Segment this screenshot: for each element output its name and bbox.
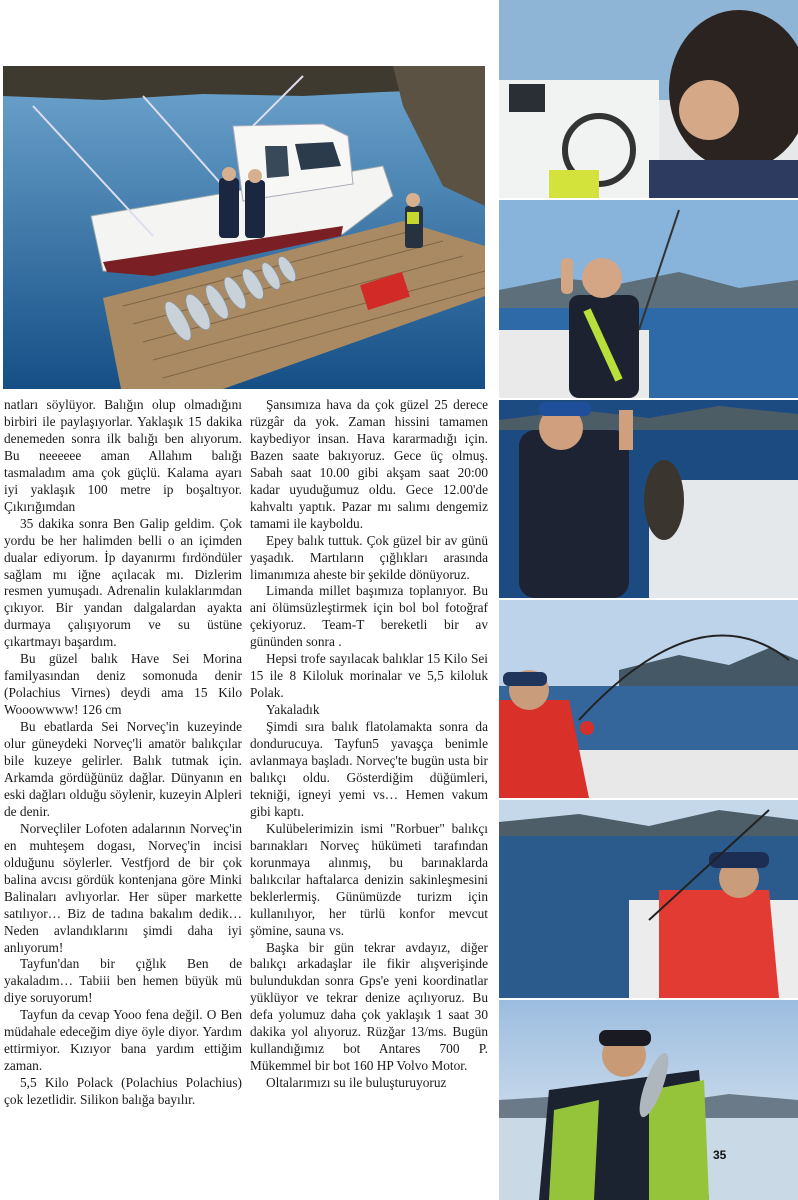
- photo-child-red-jacket: [499, 800, 798, 998]
- paragraph: Tayfun'dan bir çığlık Ben de yakaladım… Tabiii ben hemen büyük mü diye soruyorum!: [4, 956, 242, 1006]
- page-number: 35: [713, 1148, 727, 1162]
- paragraph: natları söylüyor. Balığın olup olmadığını birbiri ile paylaşıyorlar. Yaklaşık 15 dakika denemeden sonra ilk balığı ben alıyorum. Bu neeeeee aman Allahım balığı tasmaladım ama çok güçlü. Kalama ayarı iyi yaklaşık 100 metre ip boşaltıyor. Çıkırığımdan: [4, 397, 242, 514]
- paragraph: Bu güzel balık Have Sei Morina familyasından deniz somonuda denir (Polachius Virnes) deydi ama 15 Kilo Wooowwww! 126 cm: [4, 651, 242, 718]
- paragraph: Şimdi sıra balık flatolamakta sonra da dondurucuya. Tayfun5 yavaşça benimle avlanmaya başladı. Norveç'te bugün usta bir balıkçı oldu. Gösterdiğim düğümleri, tekniği, igneyi yemi vs… Hemen vakum gibi kaptı.: [250, 719, 488, 819]
- paragraph: Hepsi trofe sayılacak balıklar 15 Kilo Sei 15 ile 8 Kiloluk morinalar ve 5,5 kiloluk Polak.: [250, 651, 488, 701]
- photo-man-fish-sunset: [499, 1000, 798, 1200]
- photo-boy-at-helm: [499, 0, 798, 198]
- paragraph: Kulübelerimizin ismi "Rorbuer" balıkçı barınakları Norveç hükümeti tarafından korunmaya alınmış, bu barınaklarda balıkcılar haftalarca denizin sakinleşmesini beklerlermiş. Günümüzde turizm için kullanılıyor, her türlü konfor mevcut şömine, sauna vs.: [250, 820, 488, 938]
- paragraph: Şansımıza hava da çok güzel 25 derece rüzgâr da yok. Zaman hissini tamamen kaybediyor insan. Hava kararmadığı için. Bazen saate bakıyoruz. Gece üç olmuş. Sabah saat 10.00 gibi akşam saat 20:00 kadar uyuduğumuz oldu. Gece 12.00'de kahvaltı yaptık. Pazar mı salımı dengemiz tamami ile kayboldu.: [250, 397, 488, 531]
- article-column-left: [4, 397, 242, 1109]
- photo-man-holding-fish: [499, 400, 798, 598]
- article-column-middle: [250, 397, 488, 1092]
- paragraph: Oltalarımızı su ile buluşturuyoruz: [266, 1075, 447, 1091]
- paragraph: Bu ebatlarda Sei Norveç'in kuzeyinde olur güneydeki Norveç'li amatör balıkçılar bile kuzeye gelirler. Balık tutmak için. Arkamda gördüğünüz dağlar. Dünyanın en eski dağları olduğu söylenir, kuzeyin Alpleri de denir.: [4, 719, 242, 819]
- photo-boy-thumbs-up: [499, 200, 798, 398]
- photo-child-reeling: [499, 600, 798, 798]
- paragraph: 5,5 Kilo Polack (Polachius Polachius) çok lezetlidir. Silikon balığa bayılır.: [4, 1075, 242, 1108]
- paragraph: Limanda millet başımıza toplanıyor. Bu ani ölümsüzleştirmek için bol bol fotoğraf çekiyoruz. Team-T bereketli bir av gününden sonra .: [250, 583, 488, 650]
- paragraph: 35 dakika sonra Ben Galip geldim. Çok yordu be her halimden belli o an içimden dualar ediyorum. İp dayanırmı fırdöndüler sağlam mı iğne açılacak mı. Dizlerim resmen yumuşadı. Adrenalin kulaklarımdan çıkıyor. Bir yandan dalgalardan ayakta durmaya çalışıyorum ve su üstüne çıkartmayı başardım.: [4, 515, 242, 650]
- main-photo-dock-catch: [3, 66, 485, 389]
- subheading: Yakaladık: [266, 702, 320, 718]
- paragraph: Başka bir gün tekrar avdayız, diğer balıkçı arkadaşlar ile fikir alışverişinde bulundukdan sonra Gps'e yeni koordinatlar yüklüyor ve tekrar denize açılıyoruz. Bu defa yolumuz daha çok yaklaşık 1 saat 30 dakika yol alıyoruz. Rüzğar 13/ms. Bugün kullandığımız bot Antares 700 P. Mükemmel bir bot 160 HP Volvo Motor.: [250, 939, 488, 1074]
- paragraph: Norveçliler Lofoten adalarının Norveç'in en muhteşem dogası, Norveç'in incisi olduğunu söylerler. Vestfjord de bir çok balina avcısı gördük kontenjana göre Minki Balinaları avlıyorlar. Her süper markette satılıyor… Biz de tadına bakalım dedik… Neden avlandıklarını şimdi daha iyi anlıyorum!: [4, 820, 242, 955]
- paragraph: Epey balık tuttuk. Çok güzel bir av günü yaşadık. Martıların çığlıkları arasında limanımıza aheste bir şekilde dönüyoruz.: [250, 532, 488, 582]
- paragraph: Tayfun da cevap Yooo fena değil. O Ben müdahale edeceğim diye öyle diyor. Yardım ettirmiyor. Kızıyor bana yardım ettiğim zaman.: [4, 1007, 242, 1074]
